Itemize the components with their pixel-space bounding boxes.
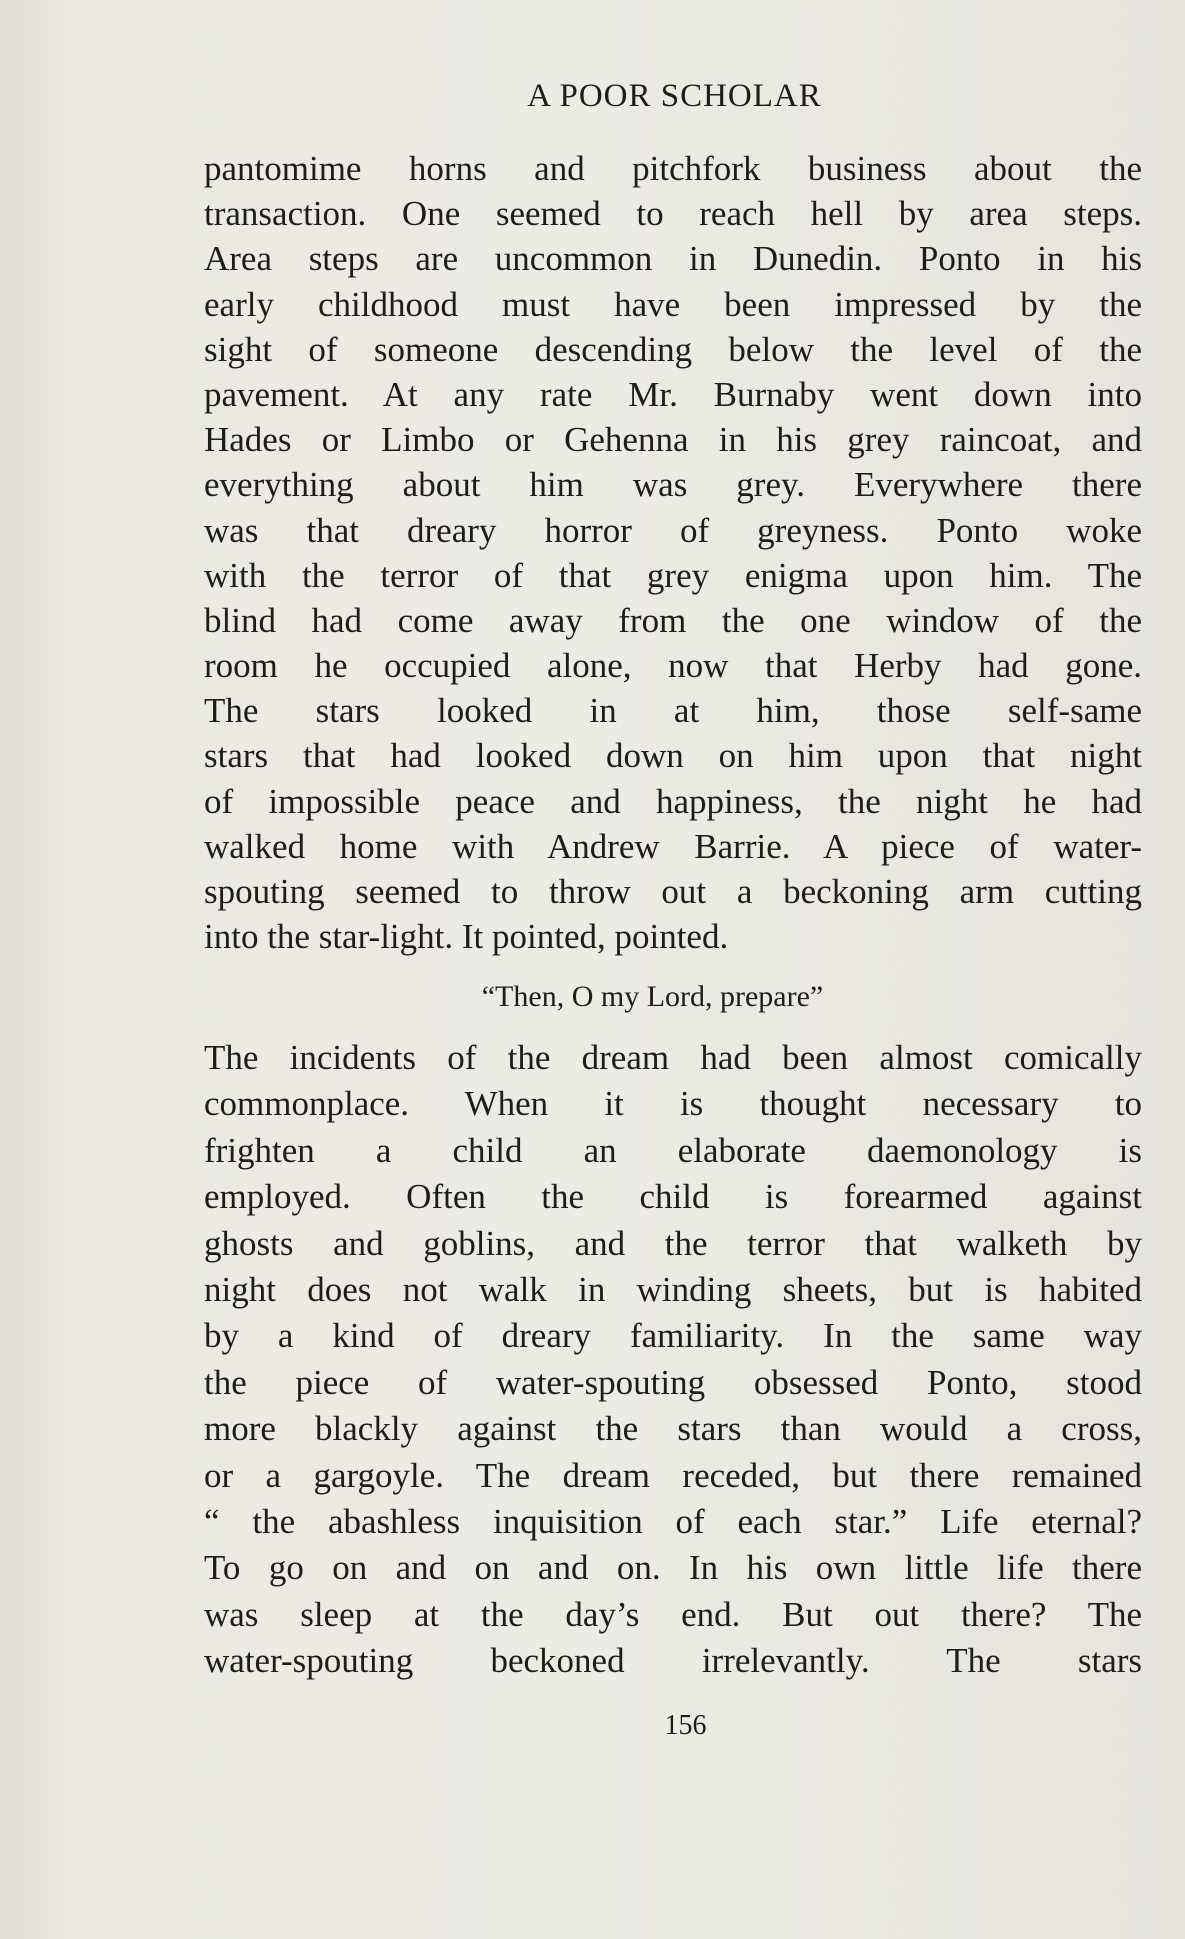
text-line: The stars looked in at him, those self-same <box>204 691 1142 731</box>
text-line: night does not walk in winding sheets, but is habited <box>204 1269 1142 1309</box>
paragraph-1 <box>204 146 1142 959</box>
page-number: 156 <box>664 1710 707 1741</box>
text-line: transaction. One seemed to reach hell by area steps. <box>204 194 1142 234</box>
text-line: by a kind of dreary familiarity. In the same way <box>204 1316 1142 1356</box>
text-line: room he occupied alone, now that Herby had gone. <box>204 646 1142 686</box>
text-line: into the star-light. It pointed, pointed. <box>204 917 729 957</box>
text-line: walked home with Andrew Barrie. A piece of water- <box>204 826 1142 866</box>
text-line: blind had come away from the one window of the <box>204 600 1142 640</box>
text-line: pavement. At any rate Mr. Burnaby went down into <box>204 374 1142 414</box>
quotation: “Then, O my Lord, prepare” <box>481 980 824 1013</box>
text-line: or a gargoyle. The dream receded, but there remained <box>204 1455 1142 1495</box>
text-line: pantomime horns and pitchfork business about the <box>204 149 1142 188</box>
text-line: “ the abashless inquisition of each star.” Life eternal? <box>204 1501 1142 1541</box>
text-line: frighten a child an elaborate daemonology is <box>204 1130 1142 1170</box>
text-line: of impossible peace and happiness, the night he had <box>204 781 1142 821</box>
text-line: sight of someone descending below the level of the <box>204 329 1142 369</box>
text-line: everything about him was grey. Everywhere there <box>204 465 1142 505</box>
text-line: stars that had looked down on him upon that night <box>204 736 1142 776</box>
text-line: spouting seemed to throw out a beckoning arm cutting <box>204 872 1142 911</box>
text-line: The incidents of the dream had been almost comically <box>204 1038 1142 1077</box>
text-line: To go on and on and on. In his own little life there <box>204 1548 1142 1588</box>
text-line: ghosts and goblins, and the terror that walketh by <box>204 1223 1142 1263</box>
text-line: with the terror of that grey enigma upon him. The <box>204 555 1142 595</box>
text-line: commonplace. When it is thought necessary to <box>204 1084 1142 1124</box>
text-line: the piece of water-spouting obsessed Ponto, stood <box>204 1362 1142 1402</box>
text-line: early childhood must have been impressed by the <box>204 284 1142 324</box>
text-line: Area steps are uncommon in Dunedin. Ponto in his <box>204 239 1142 279</box>
text-line: water-spouting beckoned irrelevantly. The stars <box>204 1641 1142 1681</box>
text-line: Hades or Limbo or Gehenna in his grey raincoat, and <box>204 420 1142 460</box>
paragraph-2 <box>204 1035 1142 1684</box>
running-title: A POOR SCHOLAR <box>527 78 822 114</box>
text-line: was that dreary horror of greyness. Ponto woke <box>204 510 1142 550</box>
text-line: was sleep at the day’s end. But out there? The <box>204 1594 1142 1634</box>
text-line: more blackly against the stars than would a cross, <box>204 1409 1142 1449</box>
text-line: employed. Often the child is forearmed against <box>204 1177 1142 1217</box>
